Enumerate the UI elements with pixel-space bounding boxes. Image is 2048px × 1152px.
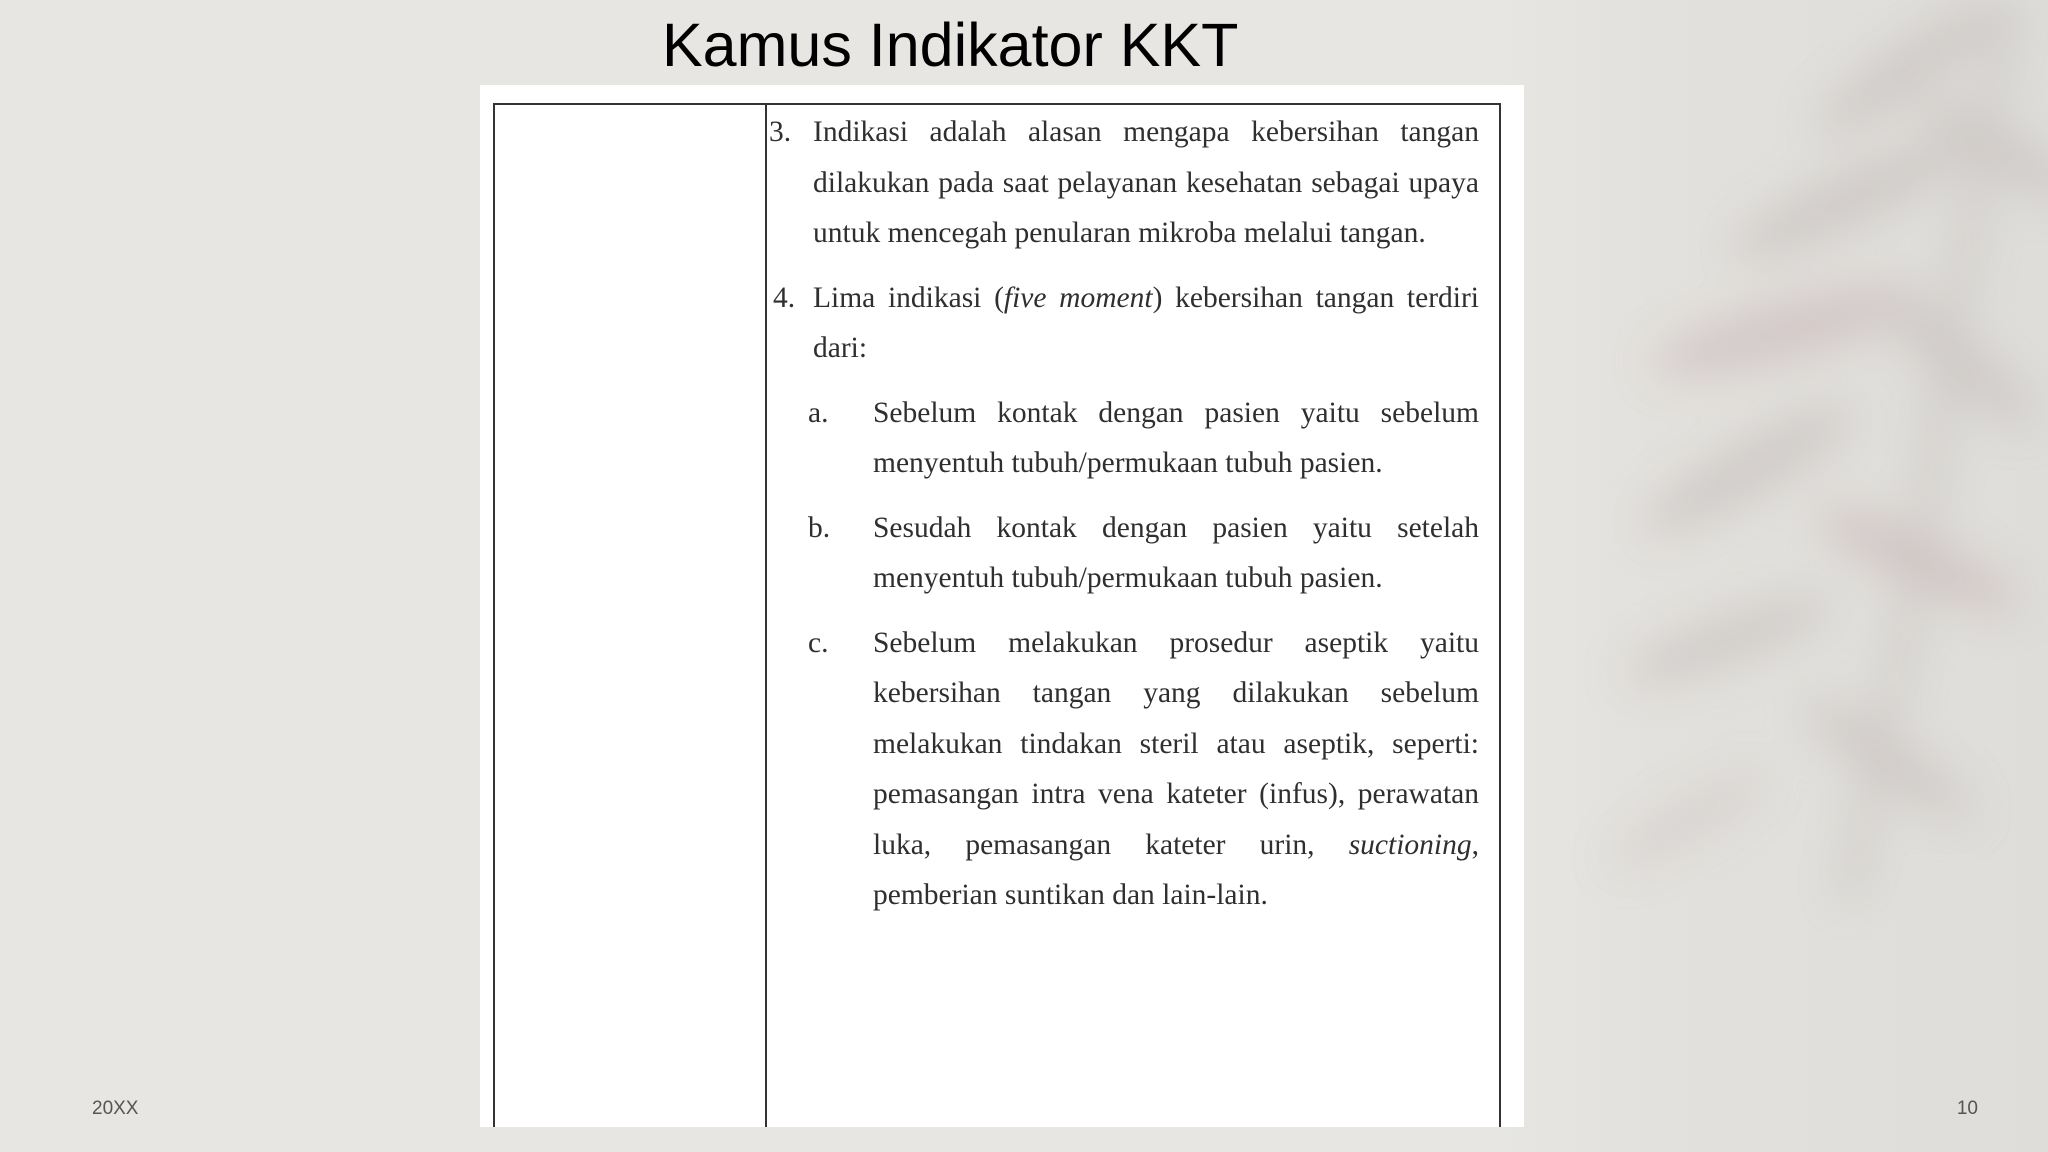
list-number: 4. xyxy=(773,281,796,314)
slide-title: Kamus Indikator KKT xyxy=(662,11,1239,79)
sub-item-b xyxy=(808,503,1479,604)
sub-letter: a. xyxy=(808,396,829,429)
list-item-4 xyxy=(763,273,1479,374)
sub-letter: b. xyxy=(808,511,831,544)
page-number: 10 xyxy=(1956,1098,1978,1119)
sub-item-c xyxy=(808,618,1479,921)
list-item-3 xyxy=(763,107,1479,259)
sub-item-text xyxy=(873,618,1479,921)
italic-term: suctioning xyxy=(1348,828,1472,861)
list-item-text xyxy=(813,273,1479,374)
leaf-shadow-graphic xyxy=(1488,0,2048,1152)
list-item-text: Indikasi adalah alasan mengapa kebersihan tangan dilakukan pada saat pelayanan kesehatan sebagai upaya untuk mencegah penularan mikroba melalui tangan. xyxy=(813,116,1479,249)
list-number: 3. xyxy=(769,116,792,148)
footer-year: 20XX xyxy=(92,1098,139,1119)
text-segment: Lima indikasi ( xyxy=(813,281,1004,314)
sub-item-a xyxy=(808,388,1479,489)
sub-item-text: Sesudah kontak dengan pasien yaitu setelah menyentuh tubuh/permukaan tubuh pasien. xyxy=(873,511,1479,594)
text-segment: Sebelum melakukan prosedur aseptik yaitu kebersihan tangan yang dilakukan sebelum melakukan tindakan steril atau aseptik, seperti: pemasangan intra vena kateter (infus), perawatan luka, pemasangan kateter urin, xyxy=(873,626,1479,861)
text-segment: , pemberian suntikan dan lain-lain. xyxy=(873,828,1479,911)
italic-term: five moment xyxy=(1003,281,1153,314)
text-segment: ) kebersihan tangan terdiri dari: xyxy=(813,281,1479,364)
document-content xyxy=(763,107,1479,935)
leaf-shadow-decoration xyxy=(1488,0,2048,1152)
sub-letter: c. xyxy=(808,626,829,659)
sub-item-text: Sebelum kontak dengan pasien yaitu sebelum menyentuh tubuh/permukaan tubuh pasien. xyxy=(873,396,1479,479)
document-image xyxy=(480,85,1524,1127)
